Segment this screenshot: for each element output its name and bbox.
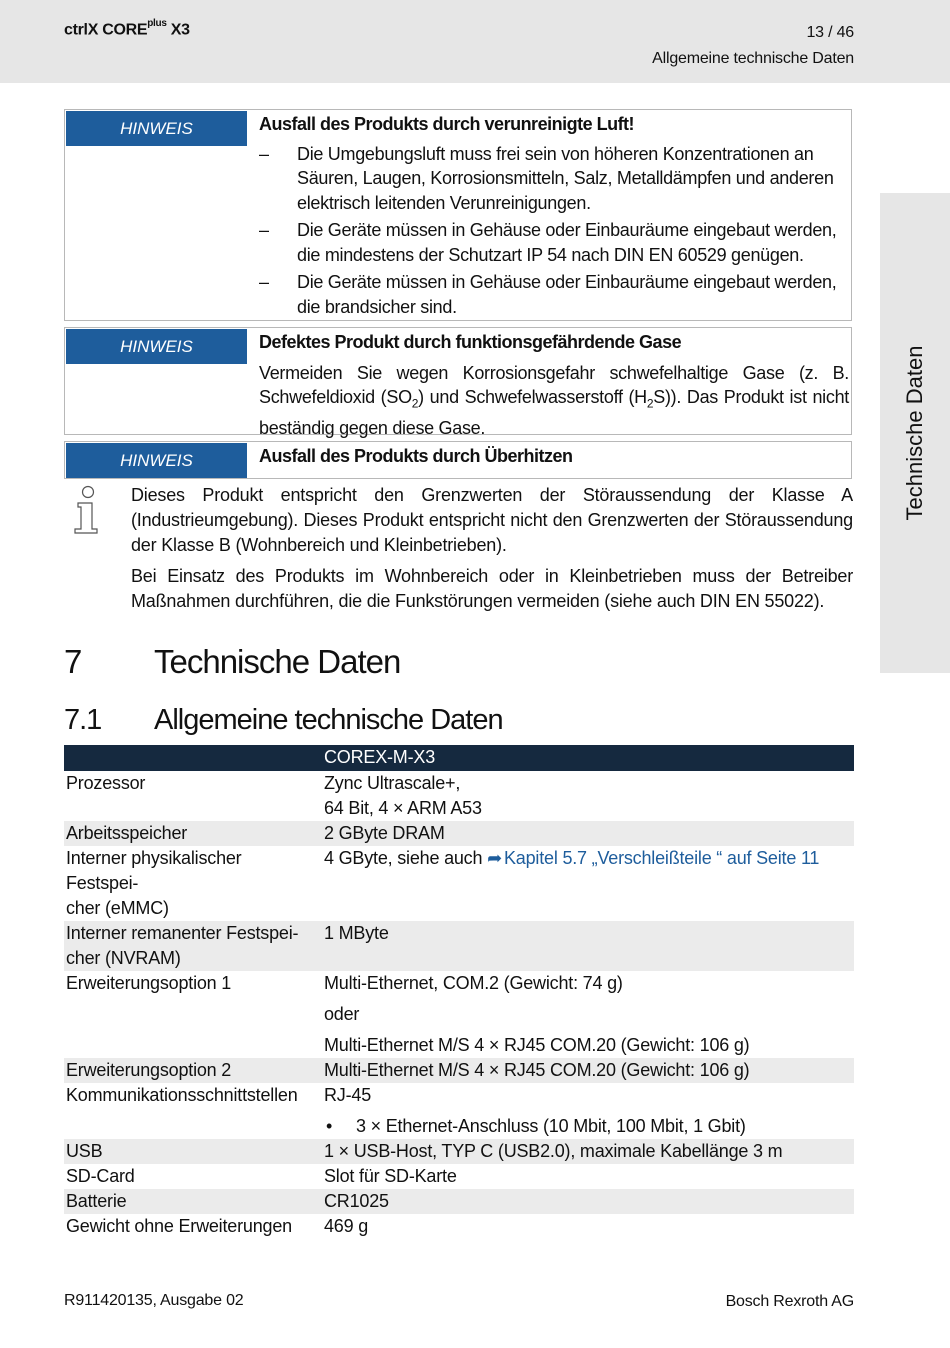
notice-title: Defektes Produkt durch funktionsgefährdende Gase xyxy=(259,332,682,352)
spec-table xyxy=(64,745,854,1239)
notice-tag: HINWEIS xyxy=(66,443,247,478)
table-header-row xyxy=(64,745,854,771)
table-row: Batterie CR1025 xyxy=(64,1189,854,1214)
table-row: Gewicht ohne Erweiterungen 469 g xyxy=(66,1216,369,1236)
document-number: R911420135, Ausgabe 02 xyxy=(64,1292,244,1309)
page-number: 13 / 46 xyxy=(806,24,854,41)
table-row: SD-Card Slot für SD-Karte xyxy=(66,1166,457,1186)
notice-list xyxy=(259,142,849,320)
table-row: Erweiterungsoption 2 Multi-Ethernet M/S 4 × RJ45 COM.20 (Gewicht: 106 g) xyxy=(64,1058,854,1083)
list-item: – Die Umgebungsluft muss frei sein von höheren Konzentrationen an Säuren, Laugen, Korrosionsmitteln, Salz, Metalldämpfen und anderen elektrisch leitenden Verunreinigungen. xyxy=(259,143,834,213)
table-row: Interner remanenter Festspei- cher (NVRAM) 1 MByte xyxy=(64,921,854,971)
company-name: Bosch Rexroth AG xyxy=(725,1293,854,1310)
list-item: – Die Geräte müssen in Gehäuse oder Einbauräume eingebaut werden, die brandsicher sind. xyxy=(259,272,837,317)
notice-tag: HINWEIS xyxy=(66,111,247,146)
notice-box-harmful-gases xyxy=(64,327,852,439)
header-section: Allgemeine technische Daten xyxy=(652,50,854,67)
table-row: Kommunikationsschnittstellen RJ-45 • 3 × Ethernet-Anschluss (10 Mbit, 100 Mbit, 1 Gbit) xyxy=(64,1083,854,1139)
notice-title: Ausfall des Produkts durch verunreinigte Luft! xyxy=(259,114,635,134)
table-header-model: COREX-M-X3 xyxy=(320,745,854,771)
page-header xyxy=(0,0,950,83)
link-arrow-icon: ➦ xyxy=(487,848,502,868)
notice-body xyxy=(259,110,849,322)
notice-box-overheating xyxy=(64,441,852,479)
notice-body xyxy=(259,442,849,469)
info-icon xyxy=(73,485,99,535)
notice-body xyxy=(259,328,849,441)
header-right xyxy=(652,20,854,72)
side-tab-label: Technische Daten xyxy=(902,345,927,521)
chapter-side-tab xyxy=(880,193,950,673)
chapter-link[interactable]: Kapitel 5.7 „Verschleißteile “ auf Seite 11 xyxy=(504,848,820,868)
table-row: USB 1 × USB-Host, TYP C (USB2.0), maximale Kabellänge 3 m xyxy=(64,1139,854,1164)
product-name: ctrlX $CORE^{plus}$ X3 xyxy=(64,18,190,39)
table-row: Arbeitsspeicher 2 GByte DRAM xyxy=(64,821,854,846)
notice-tag: HINWEIS xyxy=(66,329,247,364)
notice-title: Ausfall des Produkts durch Überhitzen xyxy=(259,446,573,466)
chapter-heading: 7 Technische Daten xyxy=(64,643,401,680)
notice-box-contaminated-air xyxy=(64,109,852,321)
notice-text: Vermeiden Sie wegen Korrosionsgefahr schwefelhaltige Gase (z. B. Schwefeldioxid $(SO_2)$ und Schwefelwasserstoff $(H_2S)$). Das Produkt ist nicht beständig gegen diese Gase. xyxy=(259,362,849,439)
table-row: Prozessor Zync Ultrascale+, 64 Bit, 4 × ARM A53 xyxy=(66,773,482,818)
table-row: Interner physikalischer Festspei- cher (eMMC) 4 GByte, siehe auch ➦ Kapitel 5.7 „Verschleißteile “ auf Seite 11 xyxy=(66,848,820,918)
info-paragraph-2: Bei Einsatz des Produkts im Wohnbereich oder in Kleinbetrieben muss der Betreiber Maßnahmen durchführen, die die Funkstörungen vermeiden (siehe auch DIN EN 55022). xyxy=(131,566,853,611)
list-item: – Die Geräte müssen in Gehäuse oder Einbauräume eingebaut werden, die mindestens der Schutzart IP 54 nach DIN EN 60529 genügen. xyxy=(259,220,837,265)
info-paragraph-1: Dieses Produkt entspricht den Grenzwerten der Störaussendung der Klasse A (Industrieumgebung). Dieses Produkt entspricht nicht den Grenzwerten der Störaussendung der Klasse B (Wohnbereich und Kleinbetrieben). xyxy=(131,485,853,555)
section-heading: 7.1 Allgemeine technische Daten xyxy=(64,704,503,736)
table-row: Erweiterungsoption 1 Multi-Ethernet, COM.2 (Gewicht: 74 g) oder Multi-Ethernet M/S 4 × RJ45 COM.20 (Gewicht: 106 g) xyxy=(66,973,750,1055)
